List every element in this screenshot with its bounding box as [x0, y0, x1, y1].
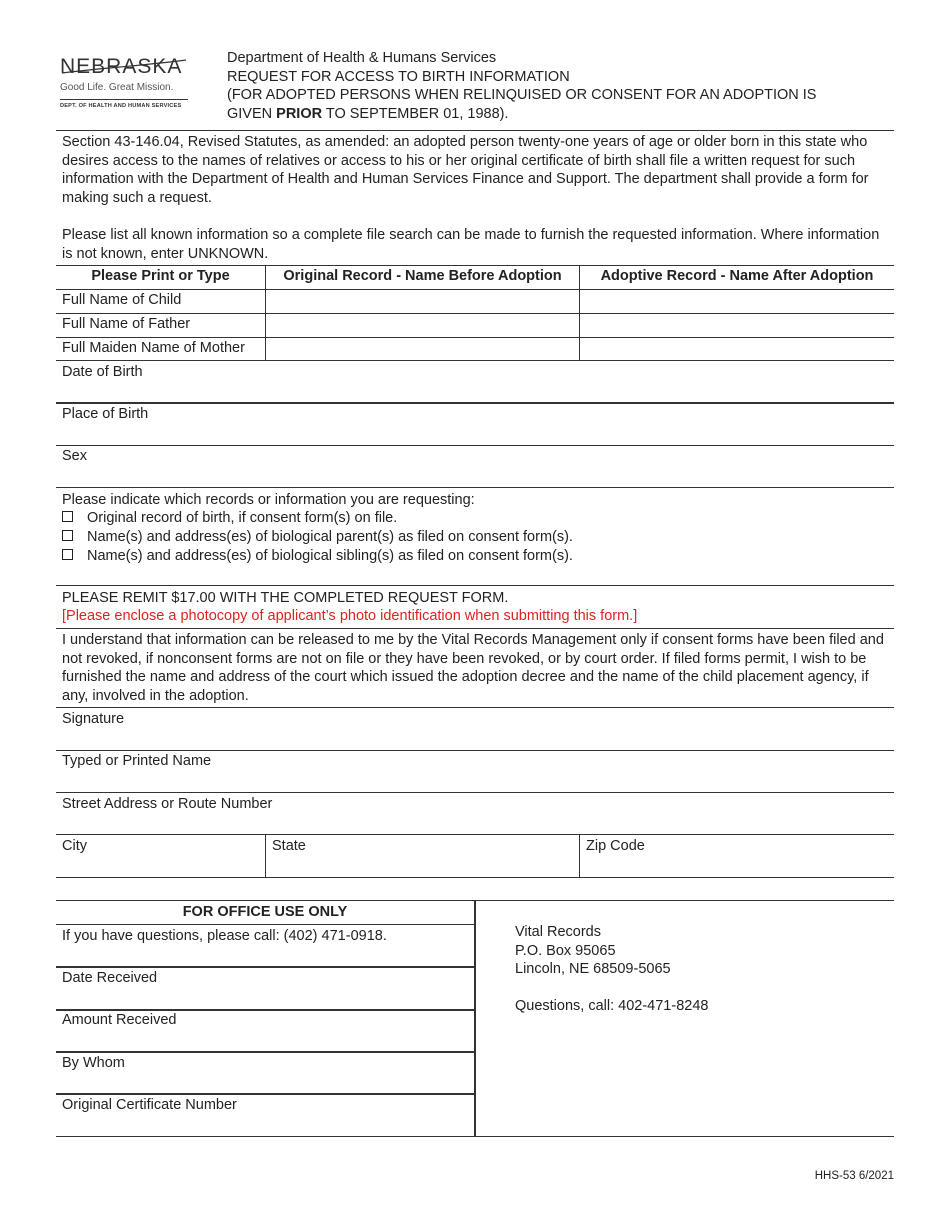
divider: [56, 750, 894, 751]
column-header-adoptive: Adoptive Record - Name After Adoption: [600, 268, 874, 284]
father-adoptive-name-field[interactable]: [586, 316, 886, 334]
divider: [56, 877, 894, 878]
request-option-siblings[interactable]: Name(s) and address(es) of biological sibling(s) as filed on consent form(s).: [62, 547, 573, 566]
mother-adoptive-name-field[interactable]: [586, 340, 886, 358]
signature-field[interactable]: [62, 729, 882, 747]
street-address-label: Street Address or Route Number: [62, 796, 273, 812]
divider: [56, 1009, 475, 1011]
table-top-border: [56, 265, 894, 266]
divider: [56, 402, 894, 404]
logo-department: DEPT. OF HEALTH AND HUMAN SERVICES: [60, 103, 182, 109]
form-subtitle-line2: GIVEN PRIOR TO SEPTEMBER 01, 1988).: [227, 105, 509, 122]
signature-label: Signature: [62, 711, 125, 727]
child-adoptive-name-field[interactable]: [586, 292, 886, 310]
city-label: City: [62, 838, 87, 854]
printed-name-label: Typed or Printed Name: [62, 753, 212, 769]
logo-tagline: Good Life. Great Mission.: [60, 82, 174, 93]
understanding-statement: I understand that information can be released to me by the Vital Records Management only if consent forms have been filed and not revoked, if nonconsent forms are not on file or they have been revoked, or by court order. If filed forms permit, I wish to be furnished the name and address of the court which issued the adoption decree and the name of the child placement agency, if any, involved in the adoption.: [62, 632, 884, 704]
form-subtitle-line1: (FOR ADOPTED PERSONS WHEN RELINQUISED OR CONSENT FOR AN ADOPTION IS: [227, 87, 817, 104]
column-divider: [265, 834, 266, 877]
logo-divider: [60, 99, 188, 100]
divider: [56, 130, 894, 131]
table-column-divider: [579, 265, 580, 360]
row-label-father: Full Name of Father: [62, 316, 191, 332]
divider: [56, 487, 894, 488]
street-address-field[interactable]: [62, 814, 882, 832]
checkbox-icon[interactable]: [62, 511, 73, 522]
office-use-title: FOR OFFICE USE ONLY: [182, 904, 348, 920]
office-box-divider: [474, 900, 476, 1136]
table-header-border: [56, 289, 894, 290]
form-id: HHS-53 6/2021: [814, 1170, 894, 1182]
column-header-original: Original Record - Name Before Adoption: [283, 268, 562, 284]
divider: [56, 1051, 475, 1053]
divider: [56, 966, 475, 968]
instructions-text: Please list all known information so a complete file search can be made to furnish the requested information. Where information is not known, enter UNKNOWN.: [62, 227, 880, 262]
logo-swoosh-icon: [60, 56, 188, 78]
place-of-birth-field[interactable]: [62, 424, 882, 442]
request-option-parents[interactable]: Name(s) and address(es) of biological parent(s) as filed on consent form(s).: [62, 528, 573, 547]
table-row-border: [56, 337, 894, 338]
child-original-name-field[interactable]: [272, 292, 572, 310]
divider: [56, 792, 894, 793]
table-bottom-border: [56, 360, 894, 361]
divider: [56, 1093, 475, 1095]
mailing-phone: Questions, call: 402-471-8248: [515, 998, 709, 1015]
state-field[interactable]: [272, 856, 572, 874]
date-of-birth-field[interactable]: [62, 382, 882, 400]
printed-name-field[interactable]: [62, 771, 882, 789]
form-header: [227, 49, 877, 123]
column-header-print: Please Print or Type: [91, 268, 230, 284]
mailing-line-2: P.O. Box 95065: [515, 942, 616, 959]
office-box-bottom-border: [56, 1136, 894, 1137]
mailing-line-3: Lincoln, NE 68509-5065: [515, 961, 671, 978]
place-of-birth-label: Place of Birth: [62, 406, 149, 422]
table-column-divider: [265, 265, 266, 360]
date-of-birth-label: Date of Birth: [62, 364, 143, 380]
table-row-border: [56, 313, 894, 314]
certificate-number-label: Original Certificate Number: [62, 1097, 237, 1113]
request-prompt: Please indicate which records or information you are requesting:: [62, 492, 475, 508]
sex-label: Sex: [62, 448, 87, 464]
logo-wordmark: NEBRASKA: [60, 56, 188, 78]
divider: [56, 585, 894, 586]
zip-field[interactable]: [586, 856, 886, 874]
department-name: Department of Health & Humans Services: [227, 50, 497, 66]
zip-label: Zip Code: [586, 838, 645, 854]
row-label-child: Full Name of Child: [62, 292, 182, 308]
nebraska-dhhs-logo: [60, 56, 188, 109]
photo-id-notice: [Please enclose a photocopy of applicant’s photo identification when submitting this form.]: [62, 608, 638, 624]
divider: [56, 628, 894, 629]
mother-original-name-field[interactable]: [272, 340, 572, 358]
date-received-label: Date Received: [62, 970, 158, 986]
checkbox-icon[interactable]: [62, 549, 73, 560]
divider: [56, 707, 894, 708]
form-title: REQUEST FOR ACCESS TO BIRTH INFORMATION: [227, 68, 570, 85]
column-divider: [579, 834, 580, 877]
mailing-line-1: Vital Records: [515, 924, 601, 940]
state-label: State: [272, 838, 306, 854]
amount-received-label: Amount Received: [62, 1012, 177, 1028]
divider: [56, 834, 894, 835]
row-label-mother: Full Maiden Name of Mother: [62, 340, 245, 356]
request-option-original-record[interactable]: Original record of birth, if consent form(s) on file.: [62, 509, 397, 528]
checkbox-icon[interactable]: [62, 530, 73, 541]
office-questions-text: If you have questions, please call: (402) 471-0918.: [62, 928, 387, 944]
divider: [56, 924, 474, 925]
father-original-name-field[interactable]: [272, 316, 572, 334]
fee-notice: PLEASE REMIT $17.00 WITH THE COMPLETED REQUEST FORM.: [62, 590, 509, 606]
city-field[interactable]: [62, 856, 258, 874]
sex-field[interactable]: [62, 466, 882, 484]
statute-text: Section 43-146.04, Revised Statutes, as amended: an adopted person twenty-one years of age or older born in this state who desires access to the names of relatives or access to his or her original certificate of birth shall file a written request for such information with the Department of Health and Human Services Finance and Support. The department shall provide a form for making such a request.: [62, 134, 869, 206]
divider: [56, 445, 894, 446]
mailing-address: [515, 923, 708, 1016]
by-whom-label: By Whom: [62, 1055, 125, 1071]
